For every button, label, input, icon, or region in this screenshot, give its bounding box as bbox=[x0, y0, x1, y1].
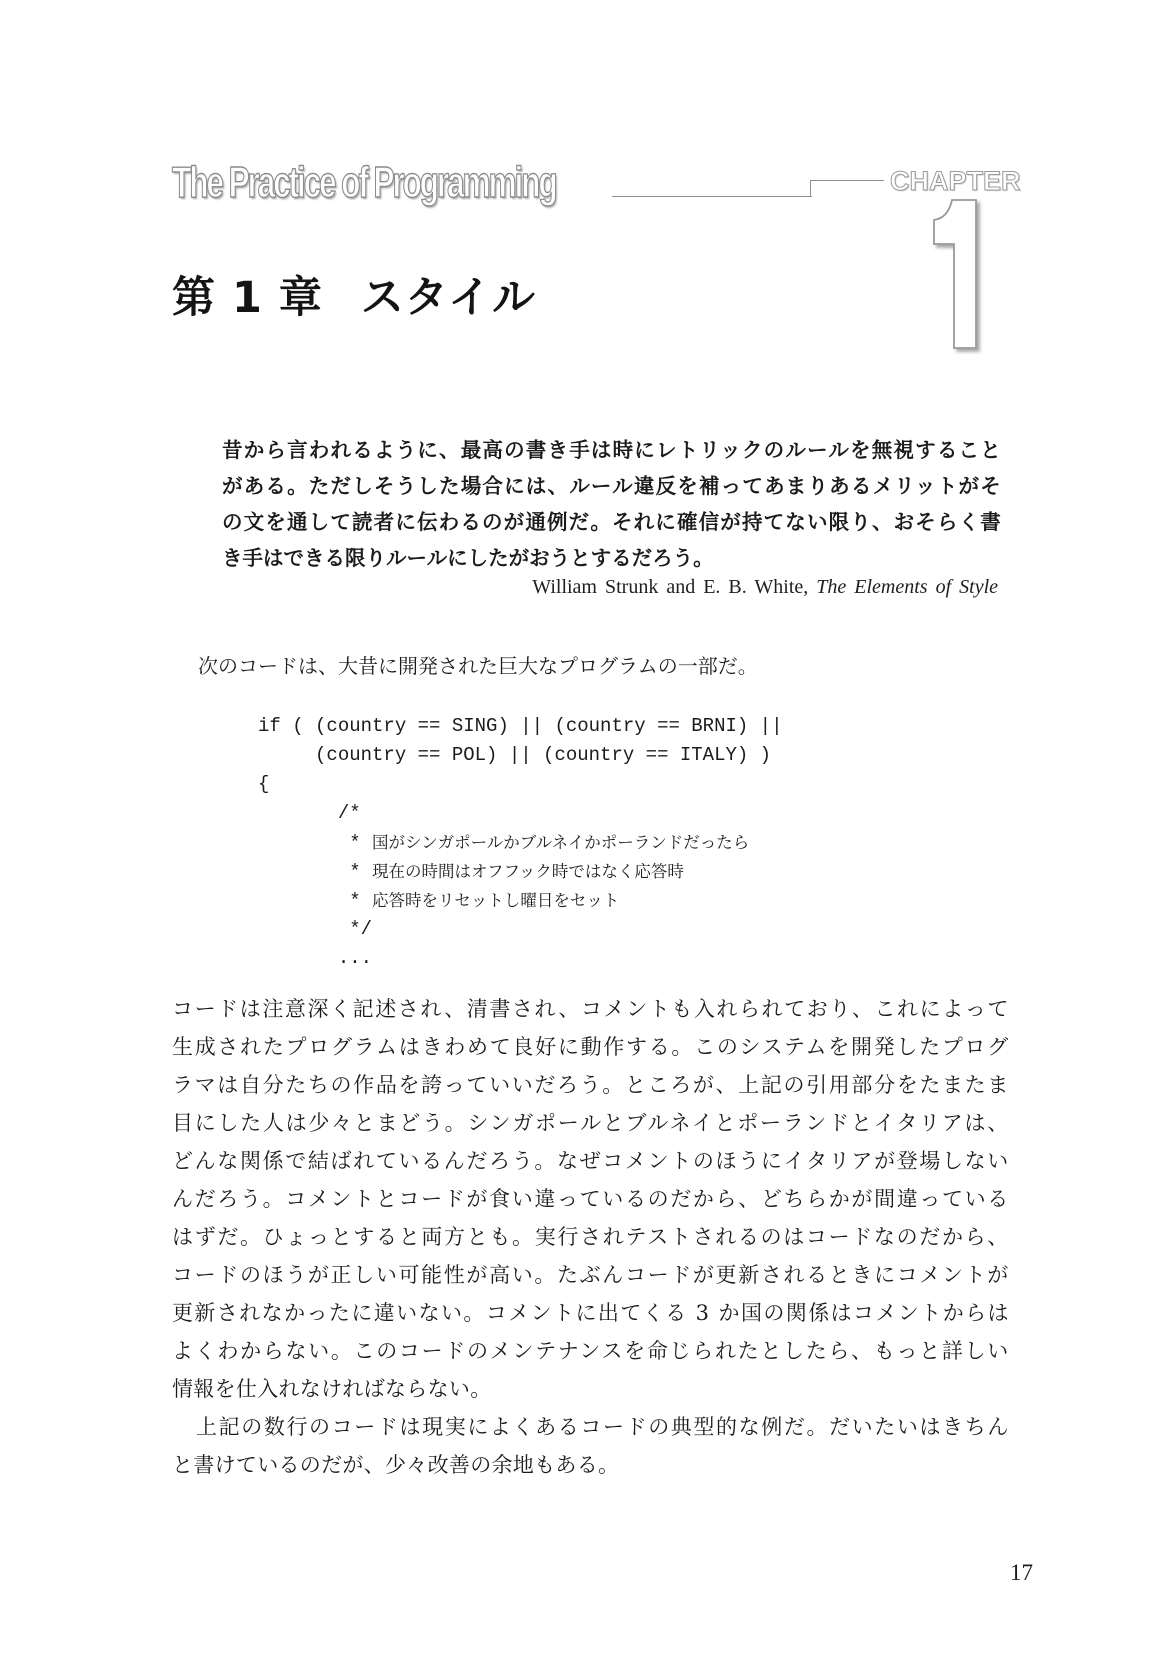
chapter-label: CHAPTER bbox=[890, 166, 1021, 196]
body-line: ラマは自分たちの作品を誇っていいだろう。ところが、上記の引用部分をたまたま bbox=[172, 1073, 1010, 1097]
body-line: どんな関係で結ばれているんだろう。なぜコメントのほうにイタリアが登場しない bbox=[172, 1149, 1010, 1173]
code-line: (country == POL) || (country == ITALY) ) bbox=[258, 744, 772, 766]
chapter-number-one bbox=[934, 200, 976, 348]
header-rule-right bbox=[810, 180, 884, 181]
chapter-heading bbox=[172, 264, 536, 325]
body-line: コードは注意深く記述され、清書され、コメントも入れられており、これによって bbox=[172, 997, 1010, 1021]
epigraph-attribution bbox=[532, 576, 998, 599]
code-listing bbox=[258, 712, 783, 973]
comment-prefix: * bbox=[258, 861, 373, 883]
body-line: 情報を仕入れなければならない。 bbox=[172, 1377, 492, 1401]
body-line: 上記の数行のコードは現実によくあるコードの典型的な例だ。だいたいはきちん bbox=[196, 1415, 1010, 1439]
epigraph-line: き手はできる限りルールにしたがおうとするだろう。 bbox=[222, 546, 714, 570]
intro-paragraph: 次のコードは、大昔に開発された巨大なプログラムの一部だ。 bbox=[198, 654, 758, 678]
attribution-authors: William Strunk and E. B. White, bbox=[532, 576, 809, 598]
code-line: /* bbox=[258, 802, 361, 824]
epigraph-line: 昔から言われるように、最高の書き手は時にレトリックのルールを無視すること bbox=[222, 438, 1002, 462]
body-line: んだろう。コメントとコードが食い違っているのだから、どちらかが間違っている bbox=[172, 1187, 1010, 1211]
code-line: */ bbox=[258, 918, 373, 940]
body-line: 生成されたプログラムはきわめて良好に動作する。このシステムを開発したプログ bbox=[172, 1035, 1010, 1059]
code-line: { bbox=[258, 773, 270, 795]
header-rule-left bbox=[612, 196, 812, 197]
chapter-number-graphic bbox=[930, 196, 990, 356]
body-line: はずだ。ひょっとすると両方とも。実行されテストされるのはコードなのだから、 bbox=[172, 1225, 1010, 1249]
comment-prefix: * bbox=[258, 832, 373, 854]
epigraph-line: がある。ただしそうした場合には、ルール違反を補ってあまりあるメリットがそ bbox=[222, 474, 1002, 498]
comment-text: 現在の時間はオフフック時ではなく応答時 bbox=[372, 862, 684, 881]
comment-text: 応答時をリセットし曜日をセット bbox=[372, 891, 620, 910]
epigraph bbox=[222, 432, 1002, 576]
comment-text: 国がシンガポールかブルネイかポーランドだったら bbox=[372, 833, 750, 852]
code-line: ... bbox=[258, 947, 373, 969]
book-title-logo: The Practice of Programming bbox=[172, 158, 556, 207]
page-number: 17 bbox=[1010, 1560, 1033, 1585]
comment-prefix: * bbox=[258, 890, 373, 912]
body-line: と書けているのだが、少々改善の余地もある。 bbox=[172, 1453, 620, 1477]
code-comment-line bbox=[258, 857, 783, 886]
body-line: よくわからない。このコードのメンテナンスを命じられたとしたら、もっと詳しい bbox=[172, 1339, 1010, 1363]
code-line: if ( (country == SING) || (country == BRNI) || bbox=[258, 715, 783, 737]
body-paragraphs bbox=[172, 990, 1010, 1484]
body-line: コードのほうが正しい可能性が高い。たぶんコードが更新されるときにコメントが bbox=[172, 1263, 1010, 1287]
body-line: 更新されなかったに違いない。コメントに出てくる 3 か国の関係はコメントからは bbox=[172, 1301, 1010, 1325]
chapter-heading-number: 第 1 章 bbox=[172, 273, 323, 323]
body-line: 目にした人は少々とまどう。シンガポールとブルネイとポーランドとイタリアは、 bbox=[172, 1111, 1010, 1135]
epigraph-line: の文を通して読者に伝わるのが通例だ。それに確信が持てない限り、おそらく書 bbox=[222, 510, 1002, 534]
chapter-heading-title: スタイル bbox=[360, 273, 537, 323]
header-rule-step bbox=[810, 180, 811, 196]
code-comment-line bbox=[258, 828, 783, 857]
attribution-work: The Elements of Style bbox=[816, 576, 998, 598]
code-comment-line bbox=[258, 886, 783, 915]
